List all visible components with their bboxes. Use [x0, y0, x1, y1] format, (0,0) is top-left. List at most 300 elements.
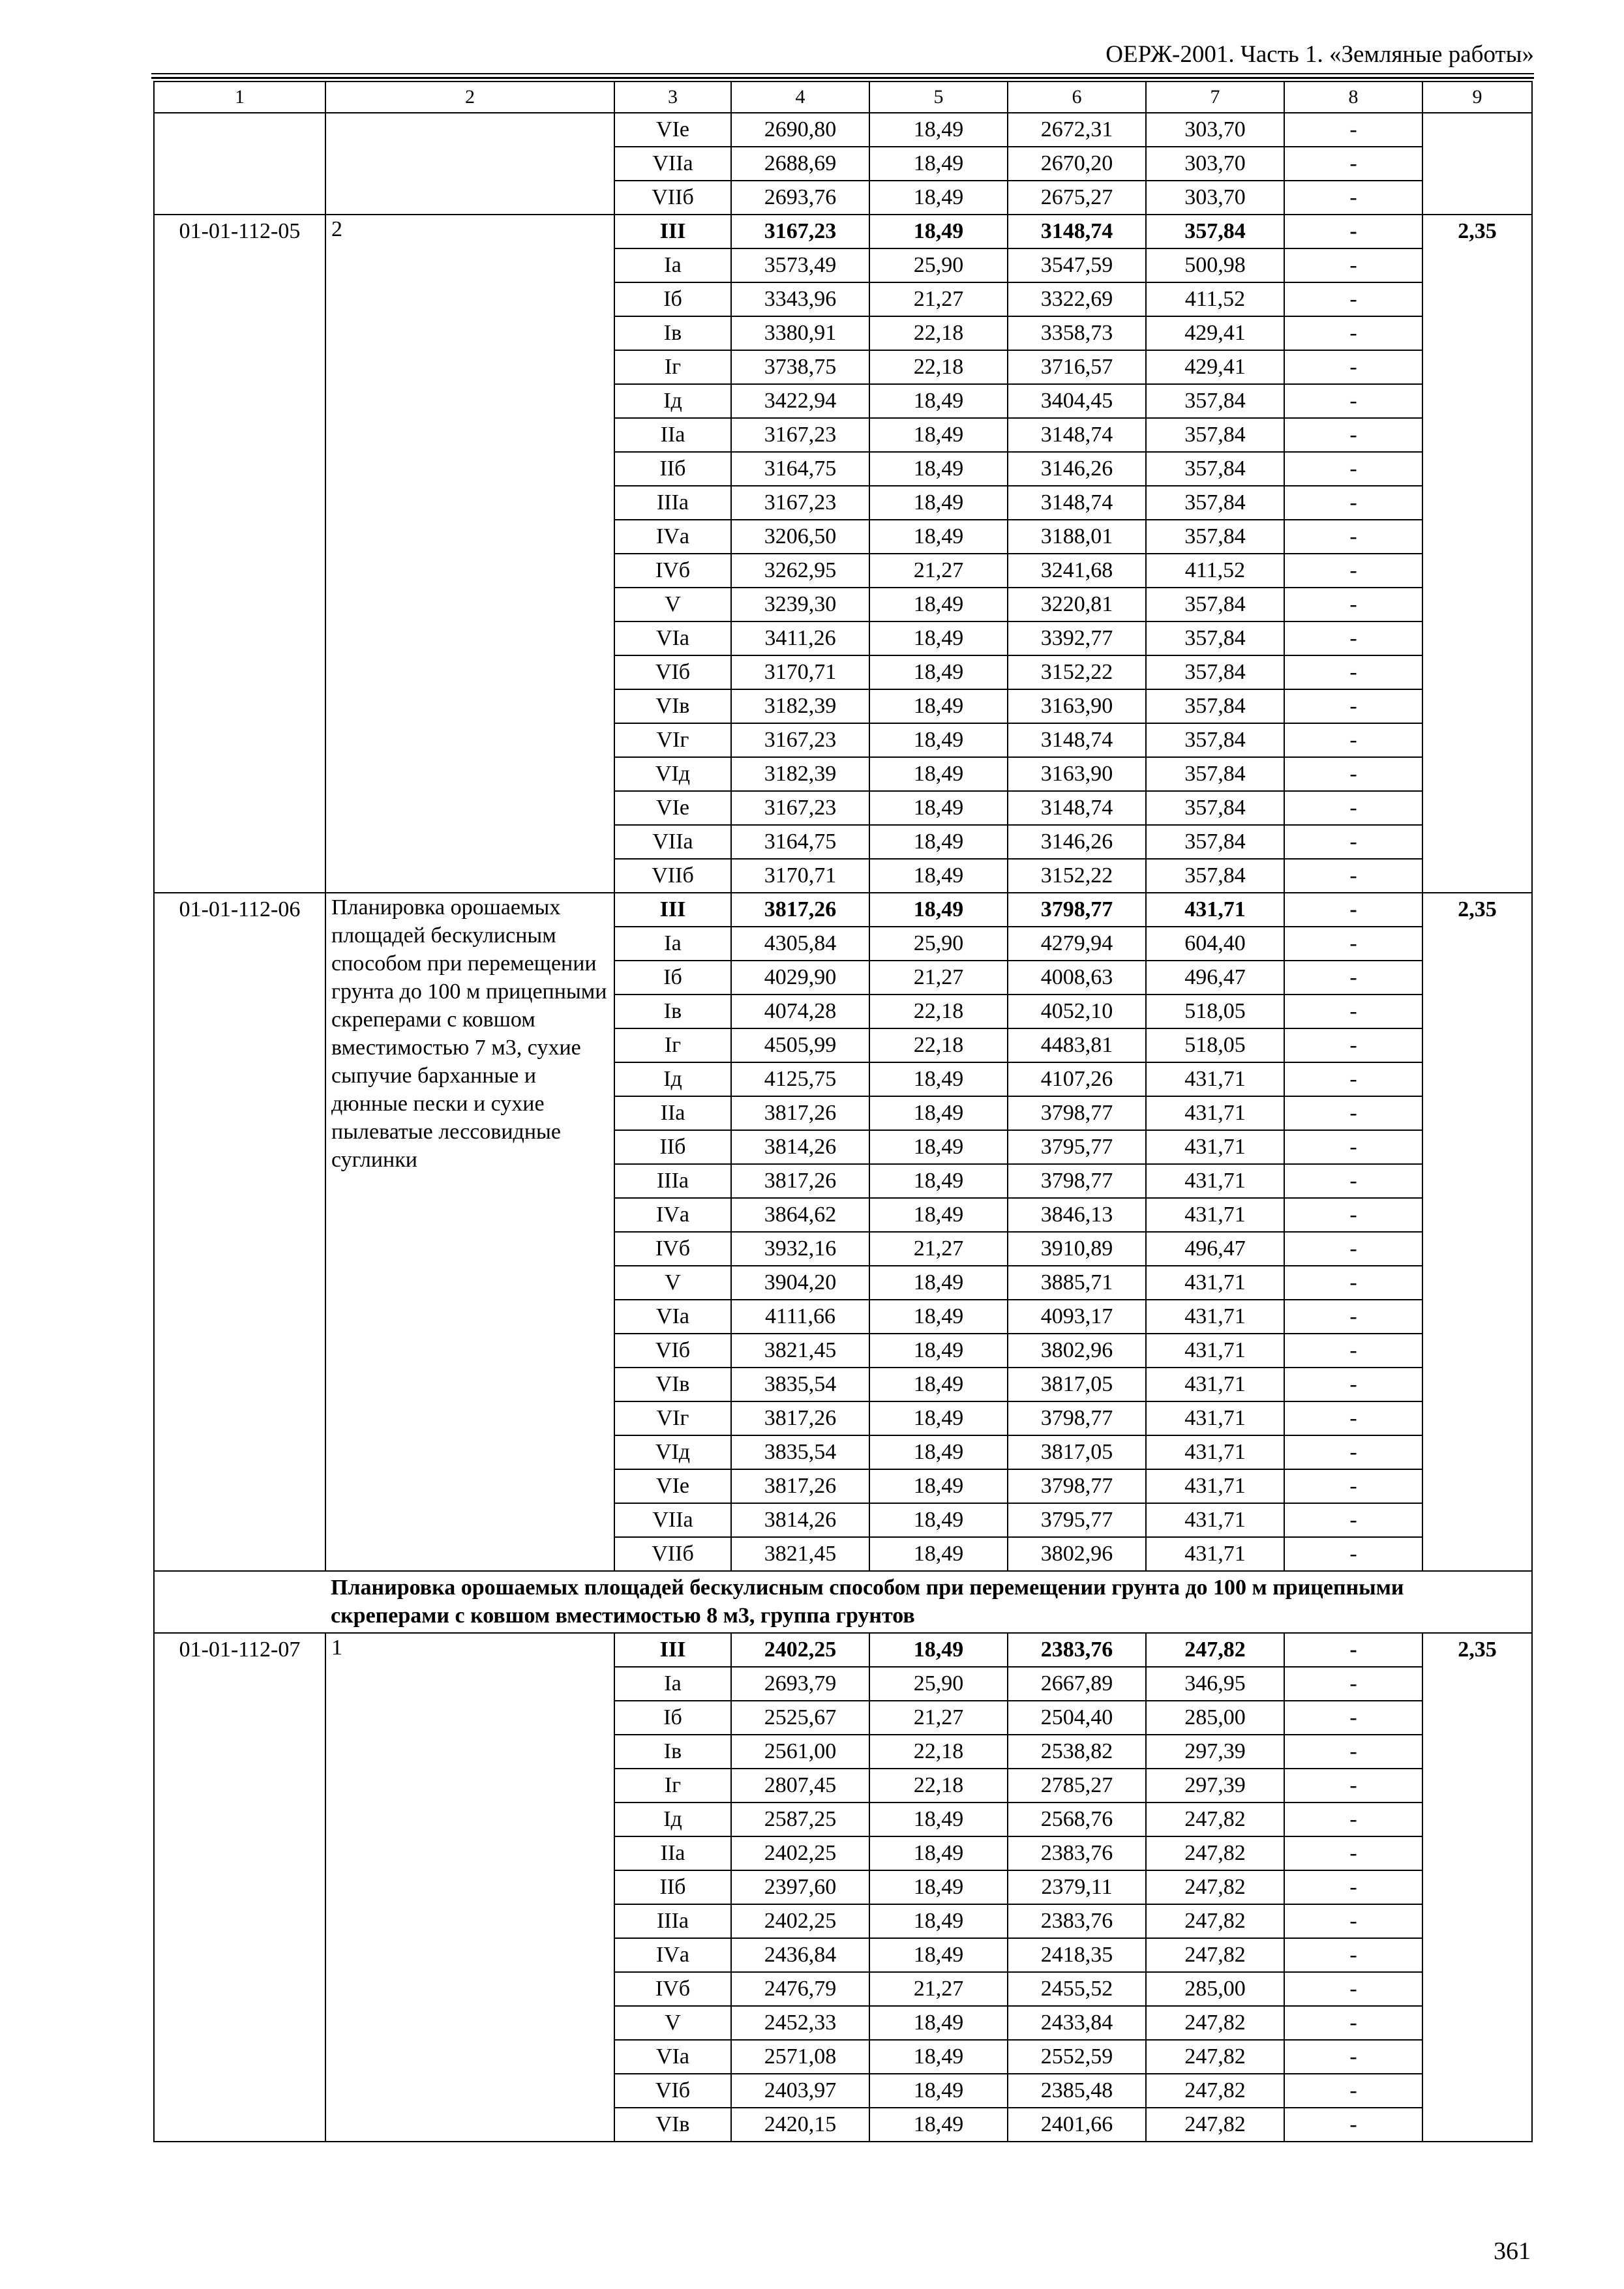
wages: 22,18 [869, 1735, 1008, 1769]
materials: - [1284, 1062, 1422, 1096]
machine-operation: 2455,52 [1008, 1972, 1146, 2006]
direct-costs: 3422,94 [731, 384, 869, 418]
machine-operation: 3798,77 [1008, 1164, 1146, 1198]
wages: 18,49 [869, 1803, 1008, 1836]
materials: - [1284, 791, 1422, 825]
materials: - [1284, 859, 1422, 893]
direct-costs: 3817,26 [731, 1469, 869, 1503]
soil-zone: IVб [614, 554, 731, 588]
soil-zone: III [614, 893, 731, 927]
machine-operation: 3798,77 [1008, 1469, 1146, 1503]
direct-costs: 2436,84 [731, 1938, 869, 1972]
machine-operation: 2383,76 [1008, 1836, 1146, 1870]
direct-costs: 2402,25 [731, 1633, 869, 1667]
machinists-wages: 431,71 [1146, 1334, 1284, 1368]
direct-costs: 3167,23 [731, 486, 869, 520]
machinists-wages: 500,98 [1146, 248, 1284, 282]
materials: - [1284, 486, 1422, 520]
wages: 18,49 [869, 791, 1008, 825]
wages: 18,49 [869, 520, 1008, 554]
direct-costs: 3821,45 [731, 1334, 869, 1368]
machinists-wages: 431,71 [1146, 1300, 1284, 1334]
materials: - [1284, 1435, 1422, 1469]
direct-costs: 3814,26 [731, 1503, 869, 1537]
wages: 22,18 [869, 350, 1008, 384]
table-row [154, 215, 1532, 248]
wages: 18,49 [869, 655, 1008, 689]
machine-operation: 2383,76 [1008, 1904, 1146, 1938]
soil-zone: V [614, 588, 731, 621]
machine-operation: 2675,27 [1008, 181, 1146, 215]
wages: 21,27 [869, 1972, 1008, 2006]
soil-zone: VIб [614, 1334, 731, 1368]
soil-zone: Iг [614, 1769, 731, 1803]
direct-costs: 3239,30 [731, 588, 869, 621]
materials: - [1284, 1803, 1422, 1836]
machinists-wages: 285,00 [1146, 1972, 1284, 2006]
column-header: 4 [731, 82, 869, 113]
soil-zone: V [614, 1266, 731, 1300]
direct-costs: 2452,33 [731, 2006, 869, 2040]
machinists-wages: 357,84 [1146, 486, 1284, 520]
machine-operation: 2672,31 [1008, 113, 1146, 147]
wages: 18,49 [869, 1870, 1008, 1904]
machinists-wages: 357,84 [1146, 655, 1284, 689]
wages: 18,49 [869, 689, 1008, 723]
table-row [154, 113, 1532, 147]
wages: 18,49 [869, 2040, 1008, 2074]
machine-operation: 3163,90 [1008, 689, 1146, 723]
soil-zone: IIIа [614, 1164, 731, 1198]
direct-costs: 4111,66 [731, 1300, 869, 1334]
materials: - [1284, 1300, 1422, 1334]
norm-code: 01-01-112-07 [154, 1633, 325, 2142]
machine-operation: 3802,96 [1008, 1334, 1146, 1368]
machine-operation: 3358,73 [1008, 316, 1146, 350]
machinists-wages: 357,84 [1146, 215, 1284, 248]
machine-operation: 3798,77 [1008, 1096, 1146, 1130]
soil-zone: VIб [614, 655, 731, 689]
materials: - [1284, 723, 1422, 757]
materials: - [1284, 1130, 1422, 1164]
soil-zone: Iд [614, 1803, 731, 1836]
labor-cost: 2,35 [1422, 215, 1532, 893]
direct-costs: 2693,76 [731, 181, 869, 215]
materials: - [1284, 1769, 1422, 1803]
soil-zone: VIг [614, 1401, 731, 1435]
machinists-wages: 431,71 [1146, 1130, 1284, 1164]
direct-costs: 2690,80 [731, 113, 869, 147]
soil-zone: VIIб [614, 1537, 731, 1571]
materials: - [1284, 655, 1422, 689]
column-header: 8 [1284, 82, 1422, 113]
soil-zone: Iб [614, 282, 731, 316]
machine-operation: 3148,74 [1008, 215, 1146, 248]
soil-zone: Iа [614, 248, 731, 282]
labor-cost: 2,35 [1422, 1633, 1532, 2142]
materials: - [1284, 316, 1422, 350]
machinists-wages: 346,95 [1146, 1667, 1284, 1701]
materials: - [1284, 113, 1422, 147]
wages: 18,49 [869, 1130, 1008, 1164]
machine-operation: 3152,22 [1008, 655, 1146, 689]
machinists-wages: 496,47 [1146, 961, 1284, 995]
machinists-wages: 496,47 [1146, 1232, 1284, 1266]
soil-zone: IVа [614, 520, 731, 554]
direct-costs: 3817,26 [731, 1164, 869, 1198]
wages: 18,49 [869, 1266, 1008, 1300]
direct-costs: 3411,26 [731, 621, 869, 655]
materials: - [1284, 2074, 1422, 2108]
wages: 21,27 [869, 282, 1008, 316]
wages: 18,49 [869, 723, 1008, 757]
materials: - [1284, 1266, 1422, 1300]
direct-costs: 2525,67 [731, 1701, 869, 1735]
machinists-wages: 431,71 [1146, 1198, 1284, 1232]
wages: 18,49 [869, 1368, 1008, 1401]
soil-zone: VIа [614, 621, 731, 655]
direct-costs: 3343,96 [731, 282, 869, 316]
machine-operation: 3716,57 [1008, 350, 1146, 384]
wages: 22,18 [869, 1769, 1008, 1803]
direct-costs: 2807,45 [731, 1769, 869, 1803]
machinists-wages: 357,84 [1146, 588, 1284, 621]
materials: - [1284, 2108, 1422, 2142]
norm-name [325, 113, 614, 215]
wages: 18,49 [869, 2108, 1008, 2142]
materials: - [1284, 1938, 1422, 1972]
machine-operation: 3152,22 [1008, 859, 1146, 893]
materials: - [1284, 1198, 1422, 1232]
materials: - [1284, 1096, 1422, 1130]
machine-operation: 4093,17 [1008, 1300, 1146, 1334]
wages: 18,49 [869, 1904, 1008, 1938]
materials: - [1284, 1667, 1422, 1701]
header-rule-thick [151, 77, 1534, 79]
machinists-wages: 247,82 [1146, 2040, 1284, 2074]
wages: 18,49 [869, 859, 1008, 893]
soil-zone: V [614, 2006, 731, 2040]
materials: - [1284, 1368, 1422, 1401]
machine-operation: 4107,26 [1008, 1062, 1146, 1096]
wages: 18,49 [869, 1938, 1008, 1972]
machine-operation: 3547,59 [1008, 248, 1146, 282]
machine-operation: 2433,84 [1008, 2006, 1146, 2040]
wages: 18,49 [869, 384, 1008, 418]
machine-operation: 3392,77 [1008, 621, 1146, 655]
materials: - [1284, 2006, 1422, 2040]
machine-operation: 3802,96 [1008, 1537, 1146, 1571]
table-body [154, 82, 1532, 2142]
direct-costs: 3170,71 [731, 655, 869, 689]
soil-zone: Iа [614, 1667, 731, 1701]
soil-zone: VIв [614, 1368, 731, 1401]
materials: - [1284, 1735, 1422, 1769]
machine-operation: 3146,26 [1008, 452, 1146, 486]
machinists-wages: 303,70 [1146, 181, 1284, 215]
soil-zone: IVа [614, 1198, 731, 1232]
machinists-wages: 357,84 [1146, 520, 1284, 554]
wages: 25,90 [869, 1667, 1008, 1701]
machinists-wages: 431,71 [1146, 1503, 1284, 1537]
direct-costs: 3817,26 [731, 1096, 869, 1130]
machine-operation: 3910,89 [1008, 1232, 1146, 1266]
wages: 21,27 [869, 1701, 1008, 1735]
machinists-wages: 431,71 [1146, 1164, 1284, 1198]
soil-zone: IVб [614, 1972, 731, 2006]
direct-costs: 4074,28 [731, 995, 869, 1028]
wages: 22,18 [869, 1028, 1008, 1062]
wages: 25,90 [869, 248, 1008, 282]
materials: - [1284, 927, 1422, 961]
soil-zone: VIв [614, 689, 731, 723]
machine-operation: 3220,81 [1008, 588, 1146, 621]
soil-zone: IIIа [614, 486, 731, 520]
direct-costs: 3835,54 [731, 1368, 869, 1401]
materials: - [1284, 1633, 1422, 1667]
materials: - [1284, 588, 1422, 621]
machinists-wages: 357,84 [1146, 689, 1284, 723]
wages: 18,49 [869, 1096, 1008, 1130]
direct-costs: 2571,08 [731, 2040, 869, 2074]
soil-zone: VIе [614, 113, 731, 147]
wages: 18,49 [869, 215, 1008, 248]
soil-zone: VIIа [614, 147, 731, 181]
machine-operation: 3795,77 [1008, 1503, 1146, 1537]
machine-operation: 3817,05 [1008, 1368, 1146, 1401]
machine-operation: 3148,74 [1008, 486, 1146, 520]
machine-operation: 2385,48 [1008, 2074, 1146, 2108]
soil-zone: IVа [614, 1938, 731, 1972]
machine-operation: 3322,69 [1008, 282, 1146, 316]
wages: 18,49 [869, 1062, 1008, 1096]
wages: 18,49 [869, 418, 1008, 452]
soil-zone: Iв [614, 1735, 731, 1769]
soil-zone: Iв [614, 995, 731, 1028]
soil-zone: IIIа [614, 1904, 731, 1938]
materials: - [1284, 1904, 1422, 1938]
machinists-wages: 285,00 [1146, 1701, 1284, 1735]
machine-operation: 2568,76 [1008, 1803, 1146, 1836]
soil-zone: Iб [614, 961, 731, 995]
direct-costs: 2402,25 [731, 1904, 869, 1938]
direct-costs: 3182,39 [731, 689, 869, 723]
machine-operation: 4279,94 [1008, 927, 1146, 961]
materials: - [1284, 893, 1422, 927]
direct-costs: 3817,26 [731, 1401, 869, 1435]
machine-operation: 3846,13 [1008, 1198, 1146, 1232]
soil-zone: IVб [614, 1232, 731, 1266]
norm-name: 1 [325, 1633, 614, 2142]
materials: - [1284, 1972, 1422, 2006]
wages: 18,49 [869, 147, 1008, 181]
soil-zone: IIа [614, 418, 731, 452]
machinists-wages: 247,82 [1146, 1836, 1284, 1870]
column-header: 1 [154, 82, 325, 113]
soil-zone: IIа [614, 1836, 731, 1870]
machine-operation: 2383,76 [1008, 1633, 1146, 1667]
soil-zone: VIе [614, 1469, 731, 1503]
direct-costs: 4305,84 [731, 927, 869, 961]
column-header-row [154, 82, 1532, 113]
direct-costs: 2688,69 [731, 147, 869, 181]
machine-operation: 4052,10 [1008, 995, 1146, 1028]
norm-name: 2 [325, 215, 614, 893]
machine-operation: 2667,89 [1008, 1667, 1146, 1701]
machinists-wages: 247,82 [1146, 1803, 1284, 1836]
machinists-wages: 411,52 [1146, 282, 1284, 316]
wages: 18,49 [869, 893, 1008, 927]
materials: - [1284, 215, 1422, 248]
direct-costs: 4125,75 [731, 1062, 869, 1096]
soil-zone: Iд [614, 384, 731, 418]
soil-zone: Iа [614, 927, 731, 961]
machinists-wages: 604,40 [1146, 927, 1284, 961]
machinists-wages: 247,82 [1146, 1633, 1284, 1667]
column-header: 6 [1008, 82, 1146, 113]
materials: - [1284, 181, 1422, 215]
page-number: 361 [1494, 2237, 1531, 2265]
direct-costs: 3167,23 [731, 723, 869, 757]
machinists-wages: 518,05 [1146, 995, 1284, 1028]
machine-operation: 3241,68 [1008, 554, 1146, 588]
materials: - [1284, 1232, 1422, 1266]
soil-zone: Iб [614, 1701, 731, 1735]
machine-operation: 3163,90 [1008, 757, 1146, 791]
direct-costs: 3262,95 [731, 554, 869, 588]
materials: - [1284, 282, 1422, 316]
machine-operation: 3148,74 [1008, 723, 1146, 757]
direct-costs: 3817,26 [731, 893, 869, 927]
direct-costs: 3932,16 [731, 1232, 869, 1266]
machine-operation: 3146,26 [1008, 825, 1146, 859]
direct-costs: 2476,79 [731, 1972, 869, 2006]
soil-zone: Iв [614, 316, 731, 350]
materials: - [1284, 1836, 1422, 1870]
wages: 25,90 [869, 927, 1008, 961]
direct-costs: 3182,39 [731, 757, 869, 791]
direct-costs: 3380,91 [731, 316, 869, 350]
soil-zone: VIа [614, 1300, 731, 1334]
direct-costs: 2397,60 [731, 1870, 869, 1904]
direct-costs: 2420,15 [731, 2108, 869, 2142]
soil-zone: VIIа [614, 825, 731, 859]
soil-zone: IIб [614, 1130, 731, 1164]
column-header: 2 [325, 82, 614, 113]
group-heading-spacer [154, 1571, 325, 1633]
materials: - [1284, 757, 1422, 791]
machine-operation: 2785,27 [1008, 1769, 1146, 1803]
direct-costs: 3864,62 [731, 1198, 869, 1232]
materials: - [1284, 1334, 1422, 1368]
norm-code: 01-01-112-06 [154, 893, 325, 1571]
machinists-wages: 247,82 [1146, 1938, 1284, 1972]
wages: 18,49 [869, 1401, 1008, 1435]
machine-operation: 2418,35 [1008, 1938, 1146, 1972]
direct-costs: 3167,23 [731, 215, 869, 248]
materials: - [1284, 1469, 1422, 1503]
machinists-wages: 518,05 [1146, 1028, 1284, 1062]
wages: 18,49 [869, 1503, 1008, 1537]
machine-operation: 2670,20 [1008, 147, 1146, 181]
machinists-wages: 247,82 [1146, 1904, 1284, 1938]
machinists-wages: 357,84 [1146, 723, 1284, 757]
norm-code: 01-01-112-05 [154, 215, 325, 893]
machinists-wages: 247,82 [1146, 2006, 1284, 2040]
soil-zone: VIв [614, 2108, 731, 2142]
materials: - [1284, 384, 1422, 418]
materials: - [1284, 1401, 1422, 1435]
page-header-title: ОЕРЖ-2001. Часть 1. «Земляные работы» [1105, 41, 1534, 68]
wages: 21,27 [869, 554, 1008, 588]
machinists-wages: 303,70 [1146, 113, 1284, 147]
materials: - [1284, 418, 1422, 452]
machinists-wages: 357,84 [1146, 621, 1284, 655]
machine-operation: 2379,11 [1008, 1870, 1146, 1904]
machine-operation: 2552,59 [1008, 2040, 1146, 2074]
materials: - [1284, 1870, 1422, 1904]
direct-costs: 3573,49 [731, 248, 869, 282]
direct-costs: 2402,25 [731, 1836, 869, 1870]
direct-costs: 2403,97 [731, 2074, 869, 2108]
machinists-wages: 357,84 [1146, 859, 1284, 893]
machine-operation: 3148,74 [1008, 418, 1146, 452]
wages: 21,27 [869, 961, 1008, 995]
column-header: 9 [1422, 82, 1532, 113]
machine-operation: 3798,77 [1008, 1401, 1146, 1435]
labor-cost [1422, 113, 1532, 215]
materials: - [1284, 520, 1422, 554]
materials: - [1284, 1164, 1422, 1198]
machine-operation: 3817,05 [1008, 1435, 1146, 1469]
direct-costs: 3167,23 [731, 418, 869, 452]
wages: 18,49 [869, 1334, 1008, 1368]
machinists-wages: 429,41 [1146, 350, 1284, 384]
wages: 22,18 [869, 316, 1008, 350]
table-row [154, 893, 1532, 927]
machinists-wages: 357,84 [1146, 384, 1284, 418]
materials: - [1284, 1701, 1422, 1735]
materials: - [1284, 147, 1422, 181]
header-rule [151, 73, 1534, 74]
materials: - [1284, 248, 1422, 282]
wages: 18,49 [869, 1836, 1008, 1870]
machinists-wages: 247,82 [1146, 2074, 1284, 2108]
wages: 18,49 [869, 588, 1008, 621]
materials: - [1284, 825, 1422, 859]
direct-costs: 3164,75 [731, 825, 869, 859]
norm-name: Планировка орошаемых площадей бескулисным способом при перемещении грунта до 100 м прицепными скреперами с ковшом вместимостью 7 м3, сухие сыпучие барханные и дюнные пески и сухие пылеватые лессовидные суглинки [325, 893, 614, 1571]
machine-operation: 3885,71 [1008, 1266, 1146, 1300]
soil-zone: IIб [614, 452, 731, 486]
soil-zone: VIа [614, 2040, 731, 2074]
materials: - [1284, 961, 1422, 995]
soil-zone: IIб [614, 1870, 731, 1904]
machinists-wages: 297,39 [1146, 1735, 1284, 1769]
wages: 18,49 [869, 486, 1008, 520]
machinists-wages: 411,52 [1146, 554, 1284, 588]
machine-operation: 3795,77 [1008, 1130, 1146, 1164]
machinists-wages: 247,82 [1146, 1870, 1284, 1904]
soil-zone: III [614, 215, 731, 248]
machine-operation: 3148,74 [1008, 791, 1146, 825]
soil-zone: VIб [614, 2074, 731, 2108]
wages: 18,49 [869, 1633, 1008, 1667]
direct-costs: 3738,75 [731, 350, 869, 384]
machinists-wages: 431,71 [1146, 1537, 1284, 1571]
machine-operation: 3798,77 [1008, 893, 1146, 927]
wages: 18,49 [869, 825, 1008, 859]
